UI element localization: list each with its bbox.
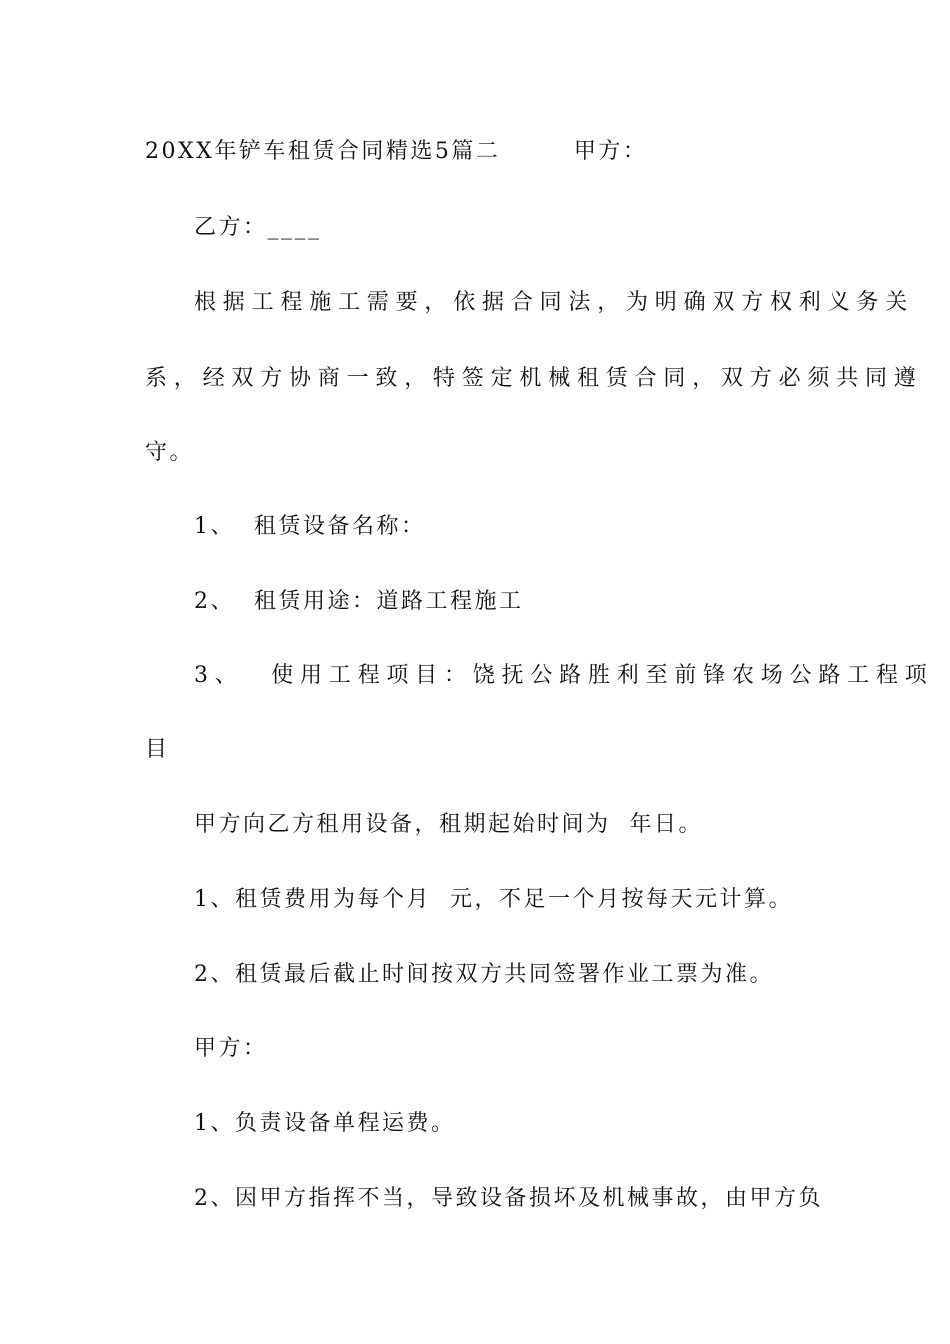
fee-item-2: 2、租赁最后截止时间按双方共同签署作业工票为准。 (194, 962, 774, 987)
lease-period-line: 甲方向乙方租用设备，租期起始时间为 年日。 (194, 812, 703, 837)
party-a-duty-2: 2、因甲方指挥不当，导致设备损坏及机械事故，由甲方负 (194, 1186, 823, 1211)
intro-paragraph-line-2: 系，经双方协商一致，特签定机械租赁合同，双方必须共同遵 (145, 366, 923, 391)
list-item-equipment-name: 1、 租赁设备名称： (194, 514, 426, 539)
intro-paragraph-line-3: 守。 (145, 440, 195, 465)
document-title: 20XX年铲车租赁合同精选5篇二 甲方： (145, 139, 648, 164)
intro-paragraph-line-1: 根据工程施工需要，依据合同法，为明确双方权利义务关 (194, 290, 915, 315)
fee-item-1: 1、租赁费用为每个月 元，不足一个月按每天元计算。 (194, 887, 793, 912)
party-b-line: 乙方：____ (194, 215, 322, 240)
list-item-project-line-2: 目 (145, 737, 170, 762)
list-item-lease-purpose: 2、 租赁用途：道路工程施工 (194, 589, 524, 614)
party-a-heading: 甲方： (194, 1036, 268, 1061)
party-a-duty-1: 1、负责设备单程运费。 (194, 1111, 456, 1136)
list-item-project-line-1: 3、 使用工程项目：饶抚公路胜利至前锋农场公路工程项 (194, 663, 934, 688)
